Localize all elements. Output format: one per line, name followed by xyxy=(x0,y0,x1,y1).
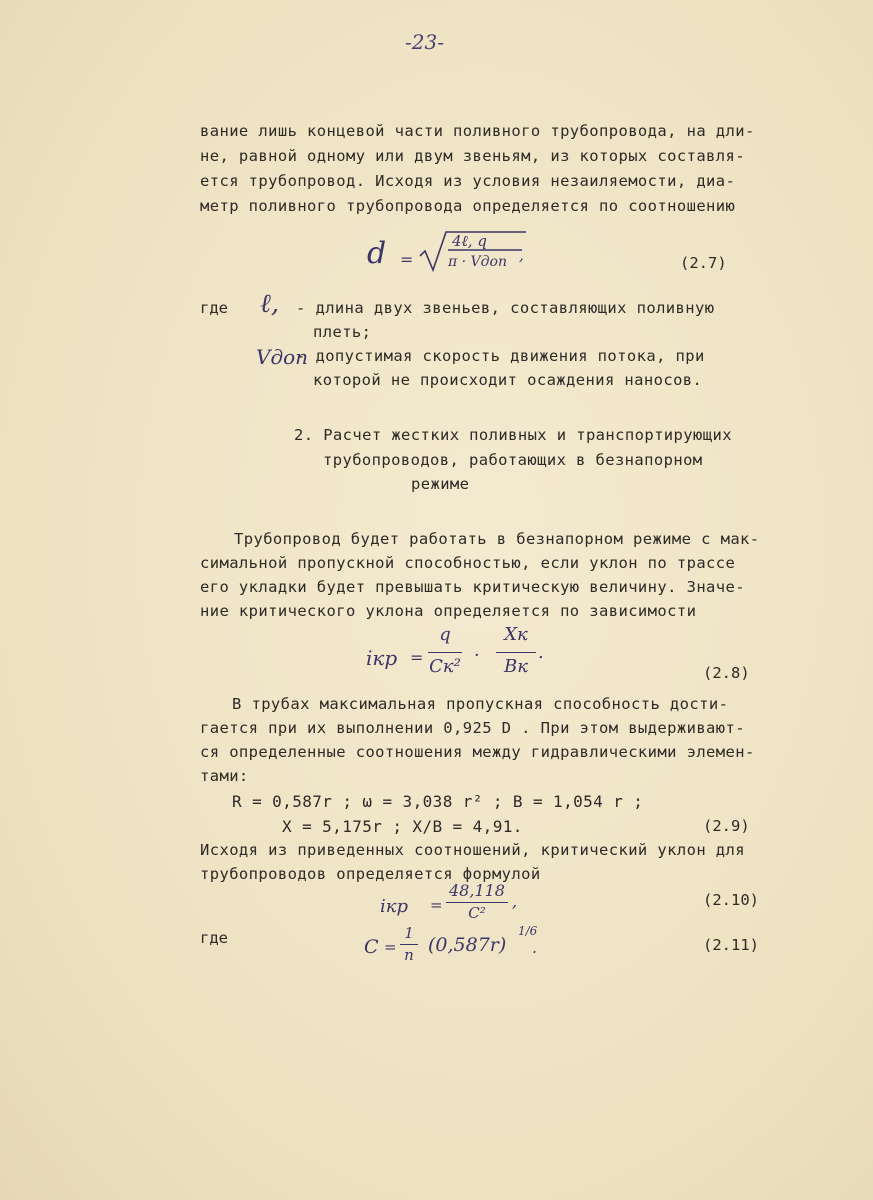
eq-lhs: C xyxy=(364,936,379,958)
frac1-numerator: q xyxy=(439,624,451,645)
symbol-vdop: Vдоп xyxy=(256,345,309,369)
paragraph-line: метр поливного трубопровода определяется по соотношению xyxy=(200,197,736,215)
paragraph-line: В трубах максимальная пропускная способность дости- xyxy=(232,695,729,713)
frac2-numerator: Xк xyxy=(504,624,528,645)
fraction-bar xyxy=(428,652,462,653)
eq-equals: = xyxy=(430,896,443,914)
definition-line: - допустимая скорость движения потока, при xyxy=(296,347,705,365)
eq-dot: · xyxy=(474,645,480,666)
eq-lhs: d xyxy=(367,236,387,271)
eq-lhs: iкр xyxy=(366,646,398,670)
paragraph-line: не, равной одному или двум звеньям, из которых составля- xyxy=(200,147,745,165)
eq-equals: = xyxy=(410,648,424,667)
eq-equals: = xyxy=(400,250,414,269)
eq-tail: . xyxy=(538,642,544,663)
paragraph-line: его укладки будет превышать критическую величину. Значе- xyxy=(200,578,745,596)
page-number: -23- xyxy=(405,30,444,54)
fraction-bar xyxy=(446,902,508,903)
section-heading: 2. Расчет жестких поливных и транспортирующих xyxy=(294,426,732,444)
paragraph-line: ется трубопровод. Исходя из условия незаиляемости, диа- xyxy=(200,172,736,190)
eq-body: (0,587r) xyxy=(428,934,507,956)
section-heading: трубопроводов, работающих в безнапорном xyxy=(323,451,703,469)
equation-number: (2.7) xyxy=(680,254,727,272)
frac1-denominator: Cк² xyxy=(429,656,461,677)
where-label: где xyxy=(200,299,228,317)
equation-2-9-line2: X = 5,175r ; X/B = 4,91. xyxy=(282,817,523,836)
paragraph-line: гается при их выполнении 0,925 D . При этом выдерживают- xyxy=(200,719,745,737)
frac2-denominator: Bк xyxy=(504,656,528,677)
eq-numerator: 4ℓ, q xyxy=(452,232,487,250)
paragraph-line: Исходя из приведенных соотношений, критический уклон для xyxy=(200,841,745,859)
eq-tail: , xyxy=(512,892,518,911)
frac-denominator: n xyxy=(404,946,414,964)
paragraph-line: ся определенные соотношения между гидравлическими элемен- xyxy=(200,743,755,761)
section-heading: режиме xyxy=(411,475,470,493)
equation-2-9-line1: R = 0,587r ; ω = 3,038 r² ; B = 1,054 r ; xyxy=(232,792,644,811)
frac-denominator: C² xyxy=(468,904,486,922)
fraction-bar xyxy=(496,652,536,653)
paragraph-line: ние критического уклона определяется по зависимости xyxy=(200,602,697,620)
paragraph-line: тами: xyxy=(200,767,249,785)
paragraph-line: Трубопровод будет работать в безнапорном режиме с мак- xyxy=(234,530,760,548)
where-label: где xyxy=(200,929,228,947)
eq-tail: , xyxy=(519,246,524,264)
paragraph-line: вание лишь концевой части поливного трубопровода, на дли- xyxy=(200,122,755,140)
frac-numerator: 48,118 xyxy=(449,881,505,900)
definition-line: плеть; xyxy=(313,323,372,341)
paragraph-line: симальной пропускной способностью, если уклон по трассе xyxy=(200,554,736,572)
paragraph-line: трубопроводов определяется формулой xyxy=(200,865,541,883)
equation-number: (2.8) xyxy=(703,664,750,682)
definition-line: - длина двух звеньев, составляющих поливную xyxy=(296,299,715,317)
frac-numerator: 1 xyxy=(404,924,414,942)
eq-lhs: iкр xyxy=(380,896,409,917)
equation-number: (2.9) xyxy=(703,817,750,835)
eq-tail: . xyxy=(532,938,538,957)
definition-line: которой не происходит осаждения наносов. xyxy=(313,371,703,389)
eq-equals: = xyxy=(384,938,397,956)
fraction-bar xyxy=(400,944,418,945)
eq-exponent: 1/6 xyxy=(518,924,538,938)
equation-number: (2.11) xyxy=(703,936,759,954)
eq-denominator: π · Vдоп xyxy=(448,254,507,270)
equation-number: (2.10) xyxy=(703,891,759,909)
symbol-l1: ℓ, xyxy=(260,289,280,319)
